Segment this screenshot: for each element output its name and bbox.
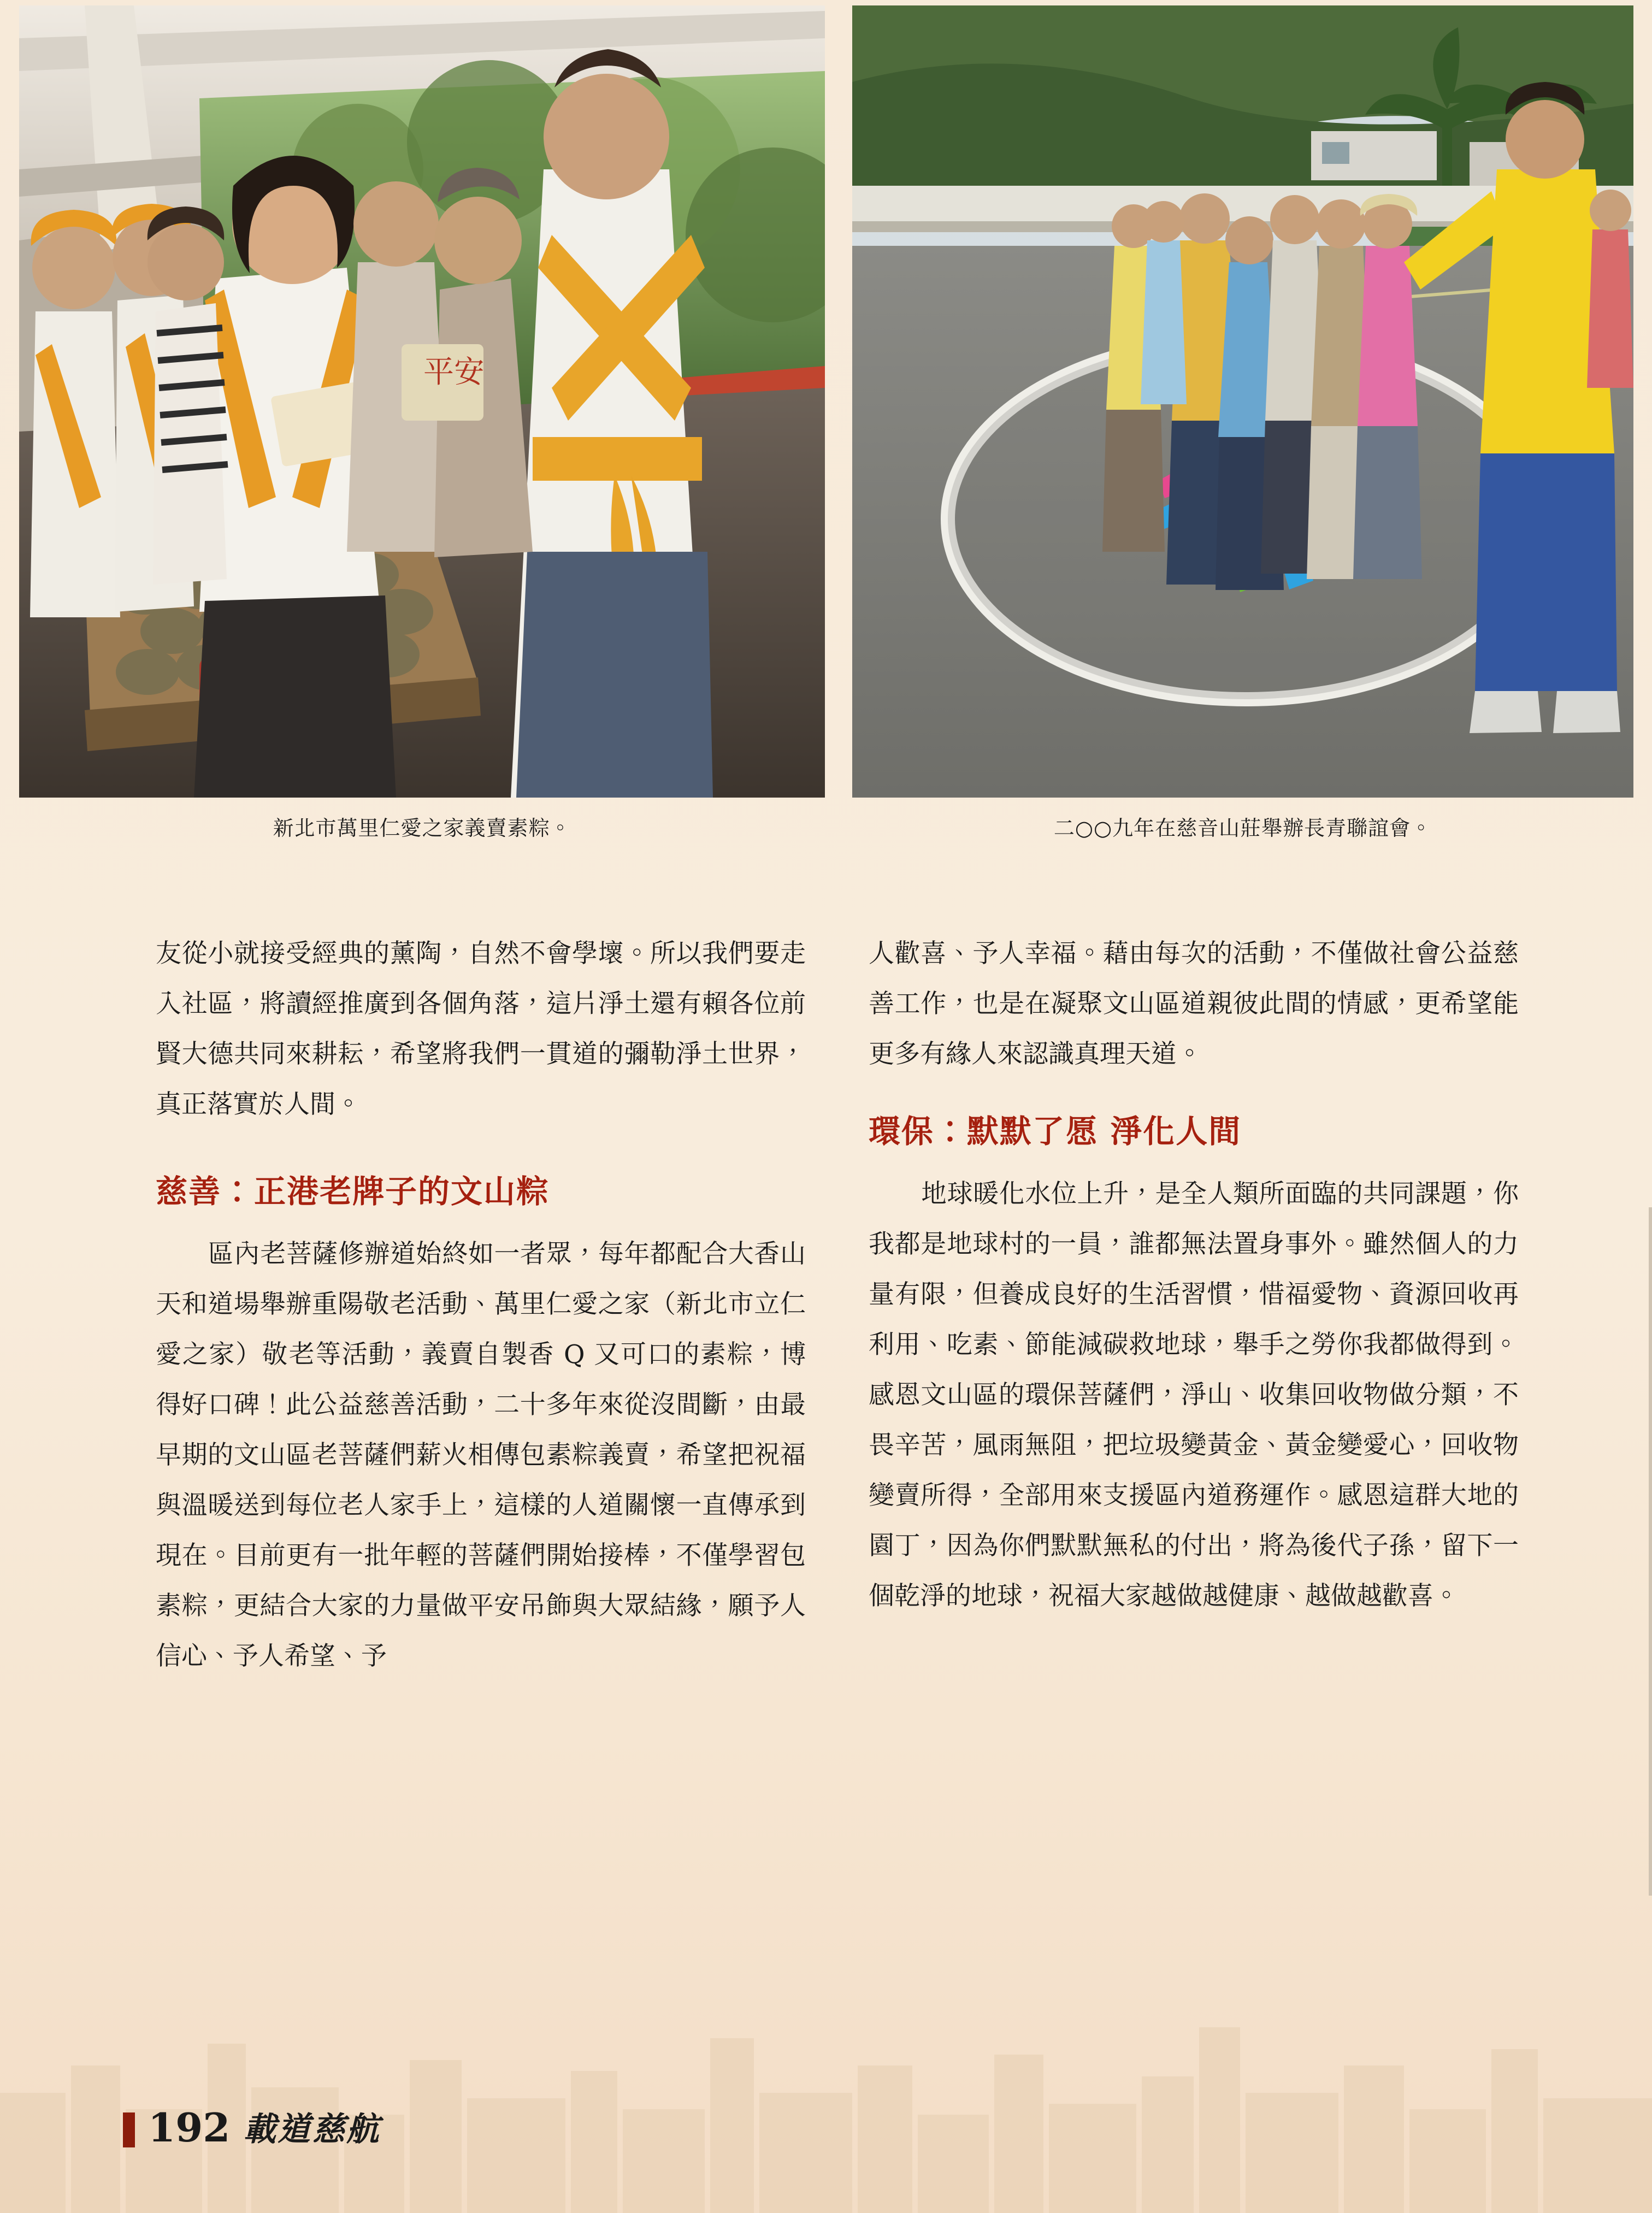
caption-left: 新北市萬里仁愛之家義賣素粽。 [273,816,571,840]
svg-text:平安: 平安 [423,355,485,390]
paragraph-environment-body: 地球暖化水位上升，是全人類所面臨的共同課題，你我都是地球村的一員，誰都無法置身事外。雖然個人的力量有限，但養成良好的生活習慣，惜福愛物、資源回收再利用、吃素、節能減碳救地球，舉手之勞你我都做得到。感恩文山區的環保菩薩們，淨山、收集回收物做分類，不畏辛苦，風雨無阻，把垃圾變黃金、黃金變愛心，回收物變賣所得，全部用來支援區內道務運作。感恩這群大地的園丁，因為你們默默無私的付出，將為後代子孫，留下一個乾淨的地球，祝福大家越做越健康、越做越歡喜。 [869,1179,1519,1611]
paragraph-left-continued: 友從小就接受經典的薰陶，自然不會學壞。所以我們要走入社區，將讀經推廣到各個角落，這片淨土還有賴各位前賢大德共同來耕耘，希望將我們一貫道的彌勒淨土世界，真正落實於人間。 [156,939,806,1119]
section-heading-environment: 環保：默默了愿 淨化人間 [869,1113,1242,1150]
caption-right: 二○○九年在慈音山莊舉辦長青聯誼會。 [1053,816,1432,840]
photo-charity-zongzi [19,5,825,798]
text-column-right [869,929,1519,1624]
book-title: 載道慈航 [243,2110,381,2149]
text-column-left [156,929,806,1684]
paragraph-charity-body: 區內老菩薩修辦道始終如一者眾，每年都配合大香山天和道場舉辦重陽敬老活動、萬里仁愛之家（新北市立仁愛之家）敬老等活動，義賣自製香 Q 又可口的素粽，博得好口碑！此公益慈善活動，二十多年來從沒間斷，由最早期的文山區老菩薩們薪火相傳包素粽義賣，希望把祝福與溫暖送到每位老人家手上，這樣的人道關懷一直傳承到現在。目前更有一批年輕的菩薩們開始接棒，不僅學習包素粽，更結合大家的力量做平安吊飾與大眾結緣，願予人信心、予人希望、予 [156,1239,806,1671]
footer-accent-bar [123,2112,135,2147]
page-edge-rule [1649,1207,1652,1896]
page-footer [123,2104,381,2151]
paragraph-right-continued: 人歡喜、予人幸福。藉由每次的活動，不僅做社會公益慈善工作，也是在凝聚文山區道親彼此間的情感，更希望能更多有緣人來認識真理天道。 [869,939,1519,1069]
photo-senior-gathering [852,5,1633,798]
section-heading-charity: 慈善：正港老牌子的文山粽 [156,1173,550,1210]
page-number: 192 [148,2104,231,2151]
